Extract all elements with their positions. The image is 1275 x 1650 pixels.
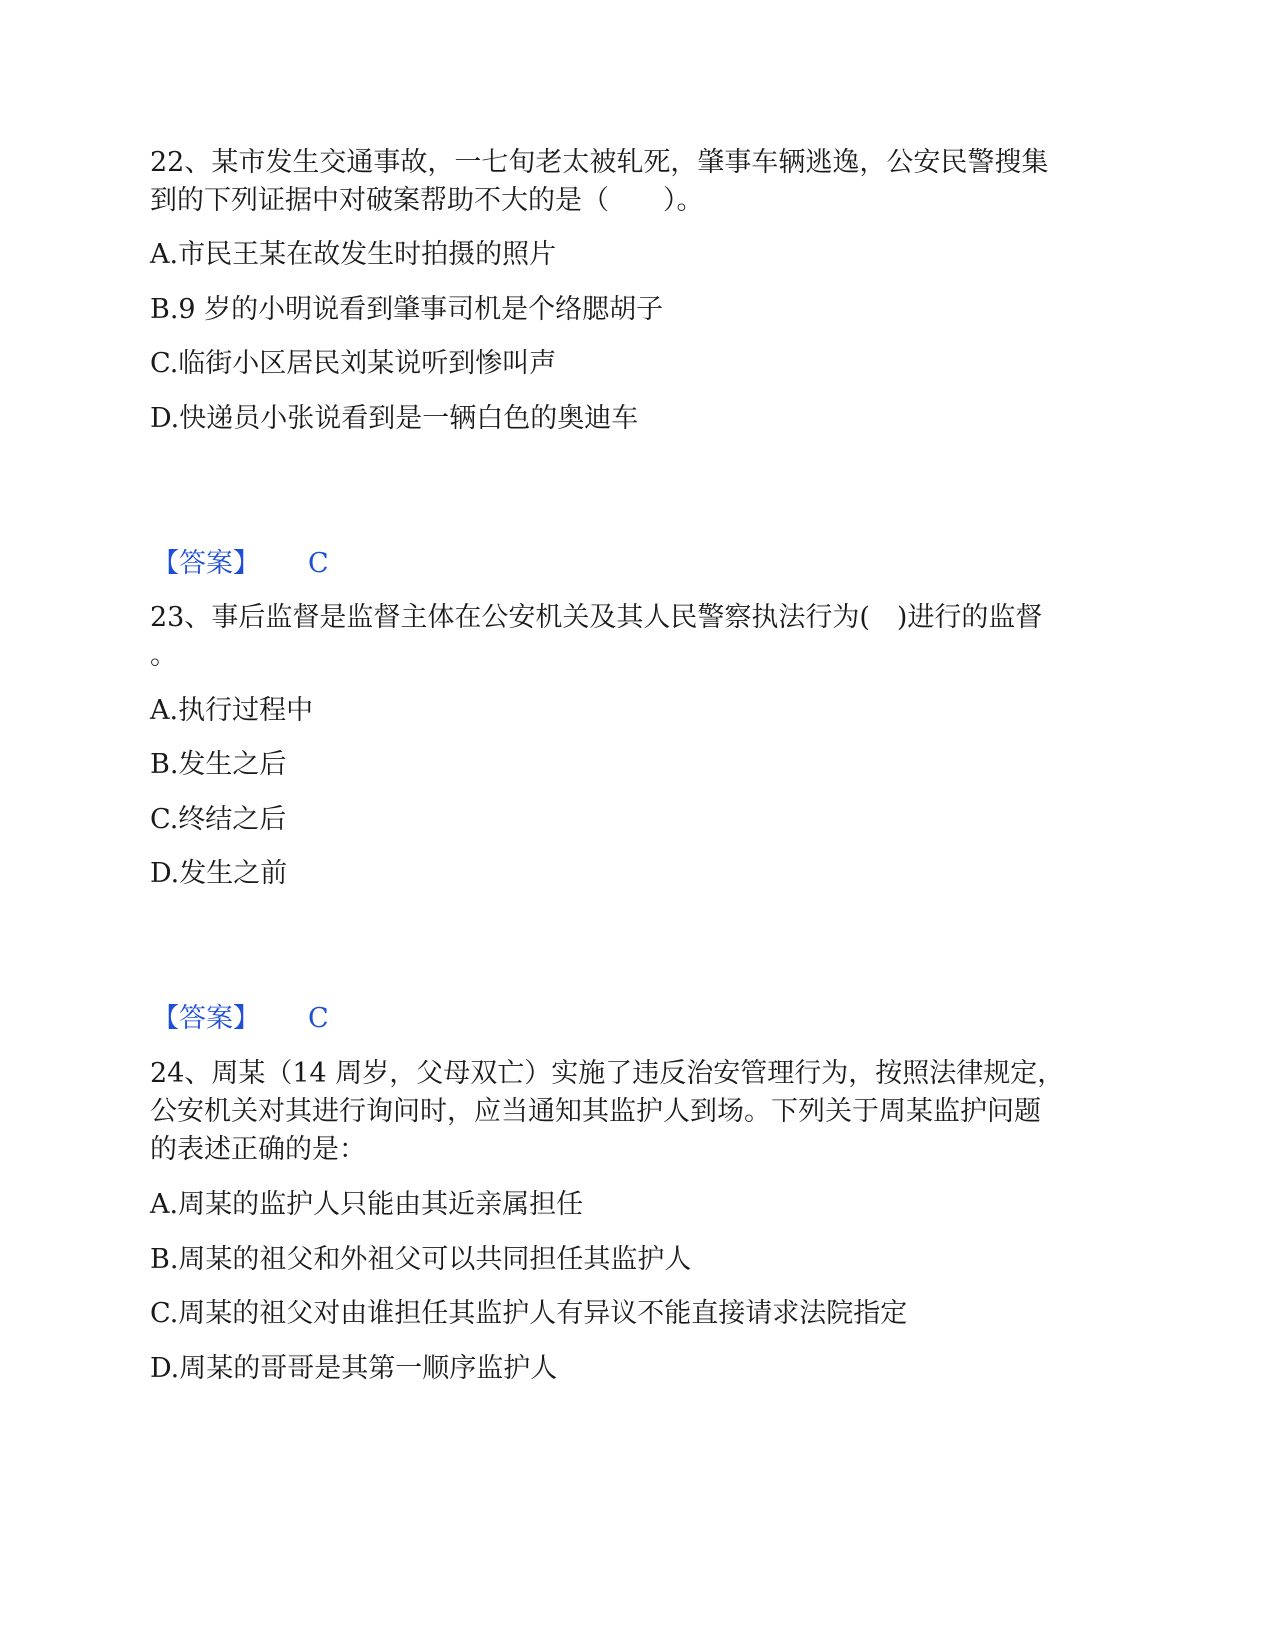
q24-option-a: A.周某的监护人只能由其近亲属担任	[150, 1189, 584, 1220]
q23-option-d: D.发生之前	[150, 858, 288, 889]
q22-stem-line-1: 22、某市发生交通事故，一七旬老太被轧死，肇事车辆逃逸，公安民警搜集	[150, 147, 1049, 178]
q24-stem-line-2: 公安机关对其进行询问时，应当通知其监护人到场。下列关于周某监护问题	[150, 1096, 1041, 1127]
q24-stem-line-1: 24、周某（14 周岁，父母双亡）实施了违反治安管理行为，按照法律规定，	[150, 1058, 1065, 1089]
q24-option-b: B.周某的祖父和外祖父可以共同担任其监护人	[150, 1244, 692, 1275]
answer-value: C	[308, 1003, 329, 1034]
q23-option-a: A.执行过程中	[150, 695, 314, 726]
q23-option-c: C.终结之后	[150, 804, 287, 835]
q22-answer	[152, 544, 329, 584]
q24-stem-line-3: 的表述正确的是：	[150, 1134, 366, 1165]
q22-option-a: A.市民王某在故发生时拍摄的照片	[150, 239, 557, 270]
answer-label: 【答案】	[152, 548, 260, 579]
q22-option-c: C.临街小区居民刘某说听到惨叫声	[150, 348, 557, 379]
q22-option-b: B.9 岁的小明说看到肇事司机是个络腮胡子	[150, 294, 664, 325]
q23-stem-line-1: 23、事后监督是监督主体在公安机关及其人民警察执法行为( )进行的监督	[150, 602, 1043, 633]
q23-stem-line-2: 。	[150, 640, 177, 671]
q23-answer	[152, 999, 329, 1039]
q22-option-d: D.快递员小张说看到是一辆白色的奥迪车	[150, 403, 639, 434]
answer-value: C	[308, 548, 329, 579]
q22-stem-line-2: 到的下列证据中对破案帮助不大的是（ ）。	[150, 185, 704, 216]
q24-option-d: D.周某的哥哥是其第一顺序监护人	[150, 1353, 558, 1384]
q24-option-c: C.周某的祖父对由谁担任其监护人有异议不能直接请求法院指定	[150, 1298, 908, 1329]
q23-option-b: B.发生之后	[150, 749, 287, 780]
answer-label: 【答案】	[152, 1003, 260, 1034]
